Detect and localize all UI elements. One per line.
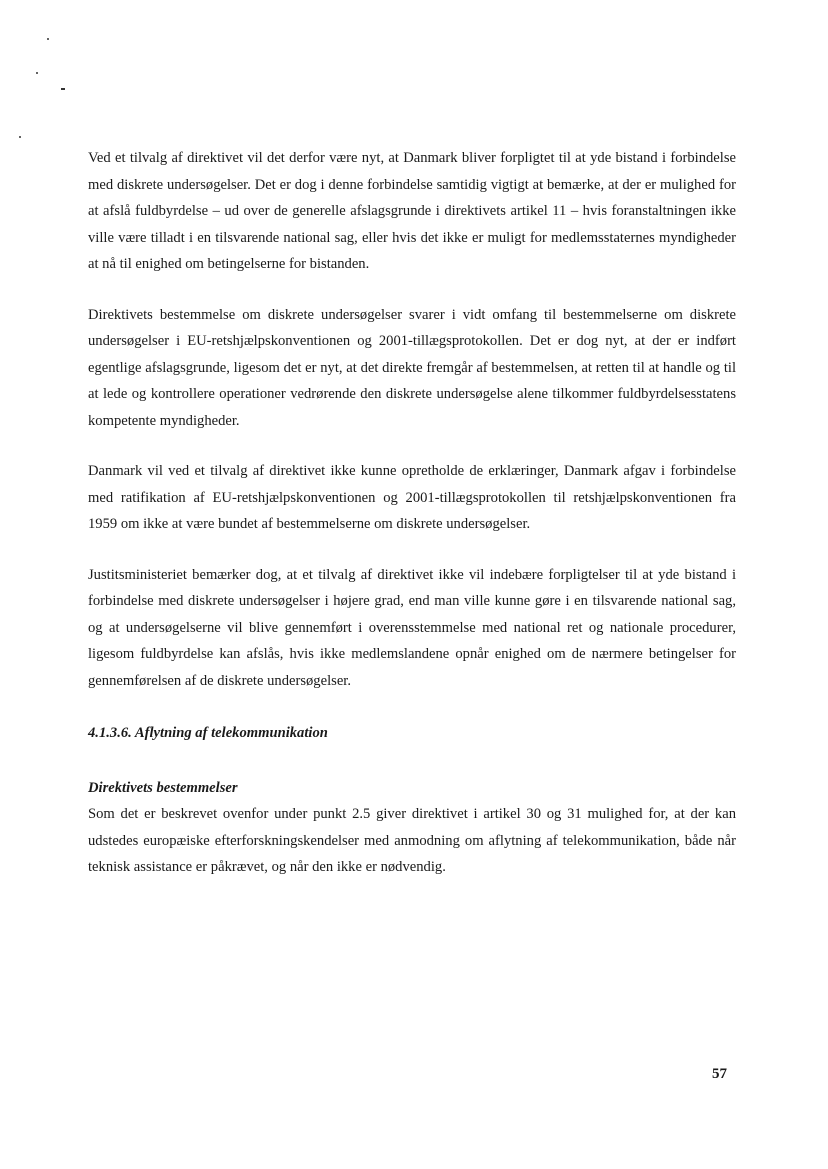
paragraph-3: Danmark vil ved et tilvalg af direktivet ikke kunne opretholde de erklæringer, Danmark afgav i forbindelse med ratifikation af EU-retshjælpskonventionen og 2001-tillægsprotokollen til retshjælpskonventionen fra 1959 om ikke at være bundet af bestemmelserne om diskrete undersøgelser. xyxy=(88,463,736,532)
document-page xyxy=(88,145,736,881)
paragraph-4: Justitsministeriet bemærker dog, at et tilvalg af direktivet ikke vil indebære forpligtelser til at yde bistand i forbindelse med diskrete undersøgelser i højere grad, end man ville kunne gøre i en tilsvarende national sag, og at undersøgelserne vil blive gennemført i overensstemmelse med national ret og nationale procedurer, ligesom fuldbyrdelse kan afslås, hvis ikke medlemslandene opnår enighed om de nærmere betingelser for gennemførelsen af de diskrete undersøgelser. xyxy=(88,566,736,689)
section-heading: 4.1.3.6. Aflytning af telekommunikation xyxy=(88,725,328,741)
scan-speck xyxy=(19,136,21,138)
page-number: 57 xyxy=(712,1066,727,1082)
paragraph-2: Direktivets bestemmelse om diskrete undersøgelser svarer i vidt omfang til bestemmelserne om diskrete undersøgelser i EU-retshjælpskonventionen og 2001-tillægsprotokollen. Det er dog nyt, at der er indført egentlige afslagsgrunde, ligesom det er nyt, at det direkte fremgår af bestemmelsen, at retten til at handle og til at lede og kontrollere operationer vedrørende den diskrete undersøgelse alene tilkommer fuldbyrdelsesstatens kompetente myndigheder. xyxy=(88,306,736,429)
subheading: Direktivets bestemmelser xyxy=(88,779,238,796)
scan-speck xyxy=(61,88,65,90)
scan-speck xyxy=(47,38,49,40)
paragraph-1: Ved et tilvalg af direktivet vil det derfor være nyt, at Danmark bliver forpligtet til at yde bistand i forbindelse med diskrete undersøgelser. Det er dog i denne forbindelse samtidig vigtigt at bemærke, at der er mulighed for at afslå fuldbyrdelse – ud over de generelle afslagsgrunde i direktivets artikel 11 – hvis foranstaltningen ikke ville være tilladt i en tilsvarende national sag, eller hvis det ikke er muligt for medlemsstaternes myndigheder at nå til enighed om betingelserne for bistanden. xyxy=(88,150,736,272)
scan-speck xyxy=(36,72,38,74)
section-paragraph: Som det er beskrevet ovenfor under punkt 2.5 giver direktivet i artikel 30 og 31 mulighed for, at der kan udstedes europæiske efterforskningskendelser med anmodning om aflytning af telekommunikation, både når teknisk assistance er påkrævet, og når den ikke er nødvendig. xyxy=(88,806,736,875)
